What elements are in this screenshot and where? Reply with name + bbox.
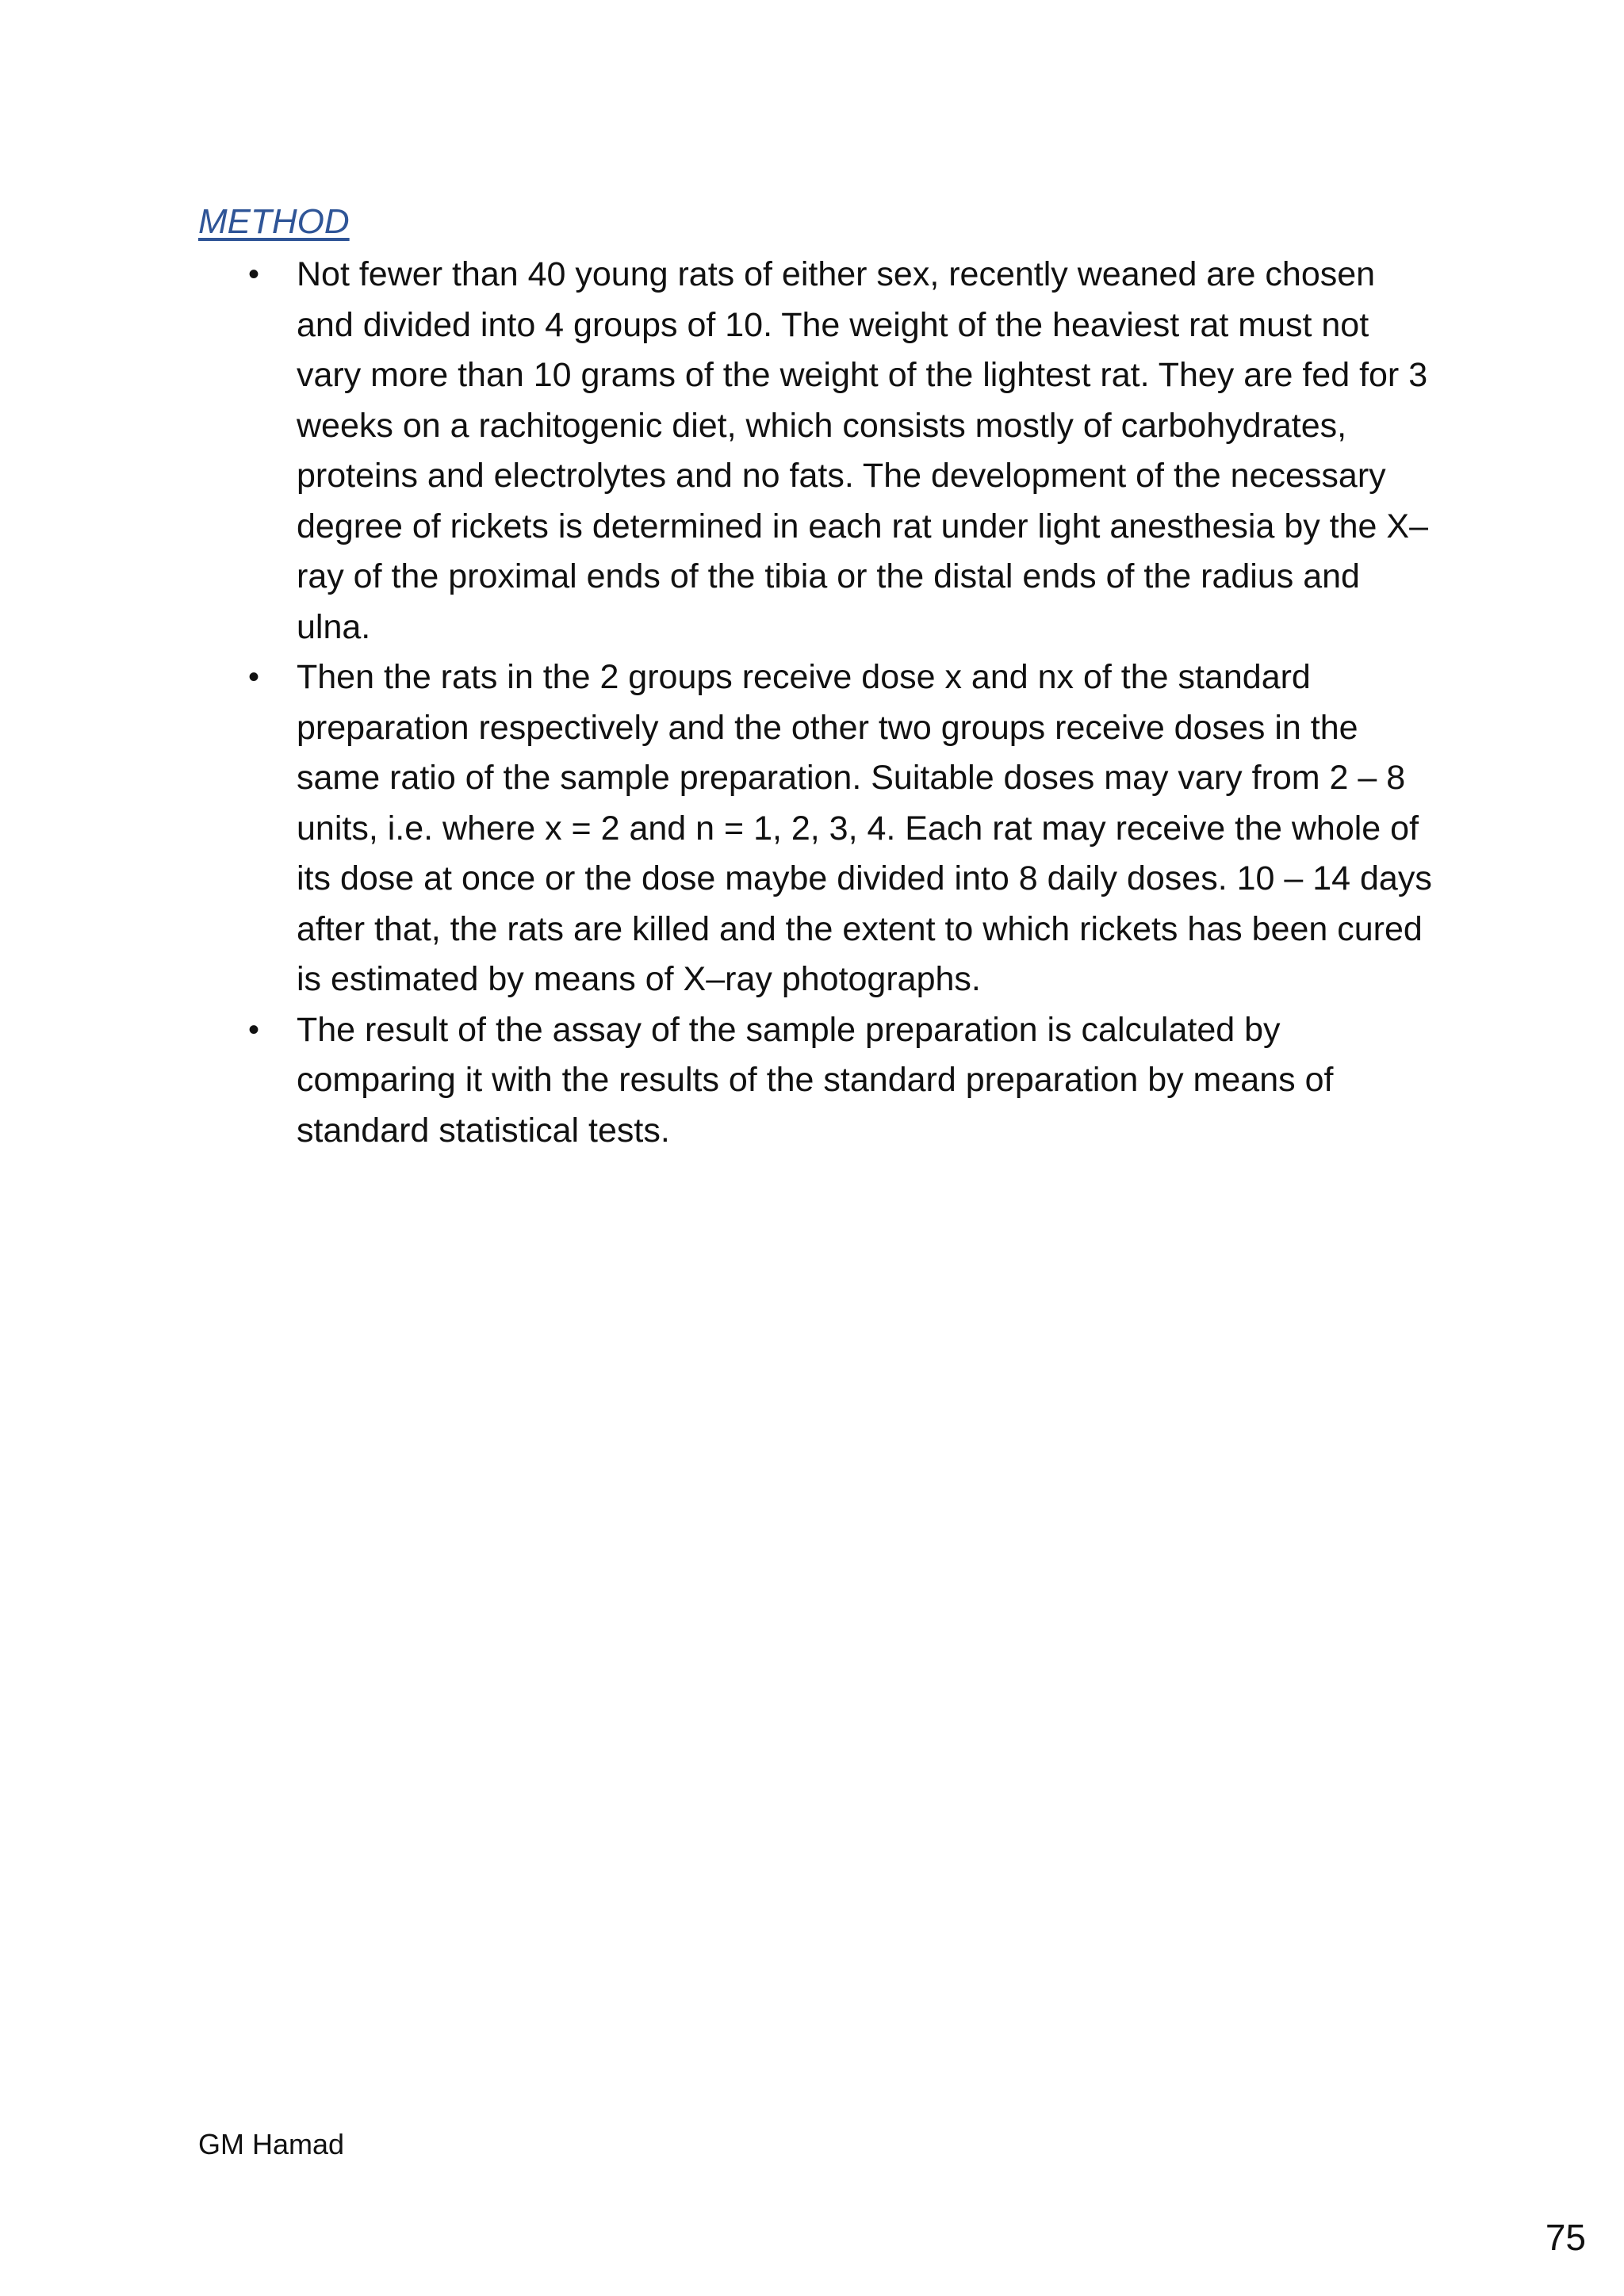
bullet-icon: • bbox=[248, 660, 260, 695]
section-heading: METHOD bbox=[198, 202, 350, 241]
list-item bbox=[198, 652, 1435, 1005]
list-item bbox=[198, 250, 1435, 652]
bullet-text: Not fewer than 40 young rats of either sex, recently weaned are chosen and divided into 4 groups of 10. The weight of the heaviest rat must not vary more than 10 grams of the weight of the lightest rat. They are fed for 3 weeks on a rachitogenic diet, which consists mostly of carbohydrates, proteins and electrolytes and no fats. The development of the necessary degree of rickets is determined in each rat under light anesthesia by the X–ray of the proximal ends of the tibia or the distal ends of the radius and ulna. bbox=[297, 255, 1428, 646]
bullet-icon: • bbox=[248, 257, 260, 292]
page-number: 75 bbox=[1545, 2217, 1586, 2258]
bullet-text: Then the rats in the 2 groups receive dose x and nx of the standard preparation respectively and the other two groups receive doses in the same ratio of the sample preparation. Suitable doses may vary from 2 – 8 units, i.e. where x = 2 and n = 1, 2, 3, 4. Each rat may receive the whole of its dose at once or the dose maybe divided into 8 daily doses. 10 – 14 days after that, the rats are killed and the extent to which rickets has been cured is estimated by means of X–ray photographs. bbox=[297, 658, 1432, 998]
footer-author: GM Hamad bbox=[198, 2128, 345, 2160]
bullet-text: The result of the assay of the sample preparation is calculated by comparing it with the results of the standard preparation by means of standard statistical tests. bbox=[297, 1010, 1334, 1150]
bullet-icon: • bbox=[248, 1012, 260, 1047]
list-item bbox=[198, 1005, 1435, 1157]
bullet-list bbox=[198, 250, 1435, 1156]
